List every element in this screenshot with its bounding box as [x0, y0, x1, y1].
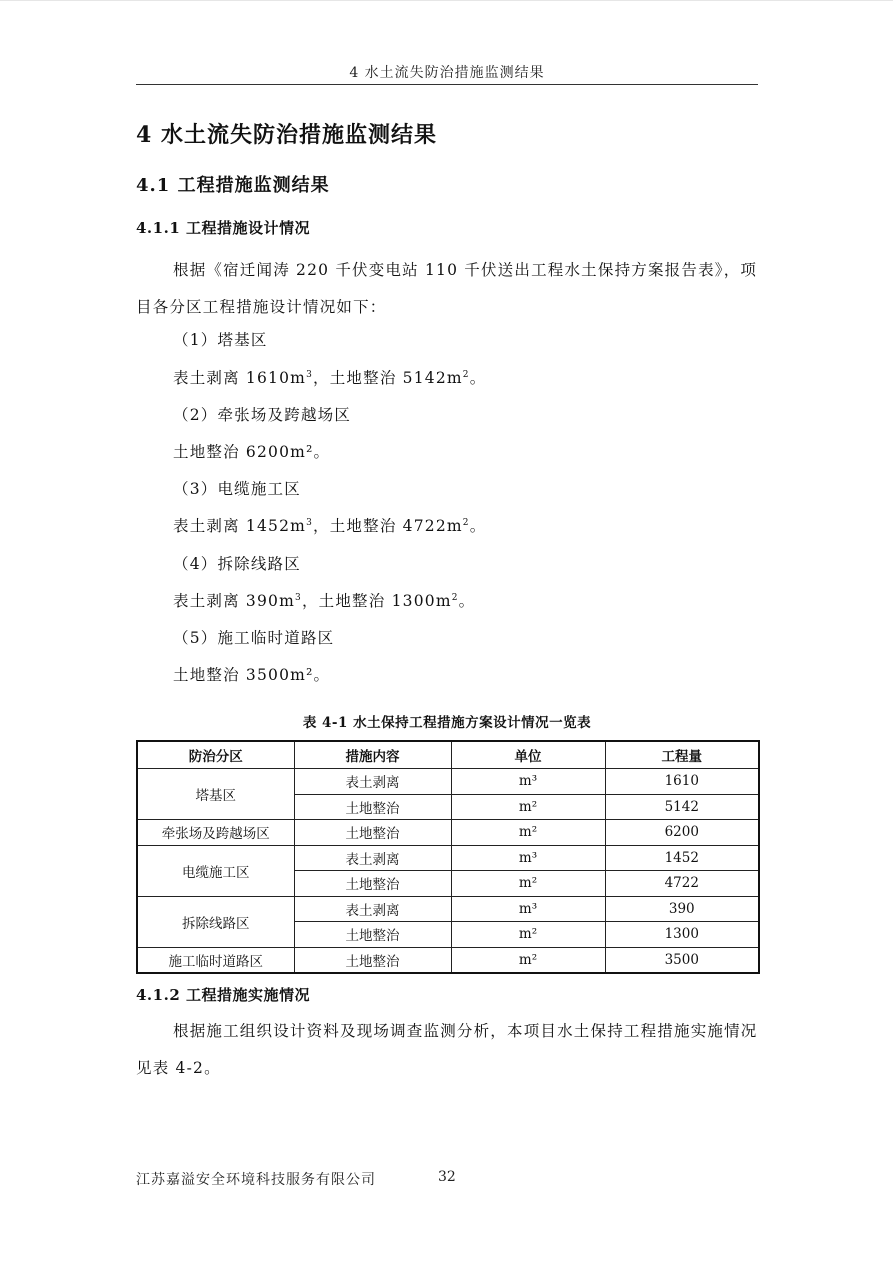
zone-heading: （2）牵张场及跨越场区	[173, 406, 352, 424]
table-row	[137, 820, 759, 846]
zone-detail: 表土剥离 $390m^3$，土地整治 $1300m^2$。	[173, 592, 476, 610]
zone-detail: 表土剥离 $1610m^3$，土地整治 $5142m^2$。	[173, 369, 487, 387]
measure-cell: 土地整治	[294, 922, 451, 948]
unit-cell: m²	[451, 922, 605, 948]
table-header-row	[137, 741, 759, 769]
chapter-title: 4 水土流失防治措施监测结果	[136, 122, 437, 148]
quantity-cell: 1610	[605, 769, 759, 795]
unit-cell: m³	[451, 769, 605, 795]
zone-heading: （1）塔基区	[173, 331, 268, 349]
table-row	[137, 896, 759, 922]
subsection-title-implementation: 4.1.2 工程措施实施情况	[136, 986, 310, 1004]
zone-detail: 表土剥离 $1452m^3$，土地整治 $4722m^2$。	[173, 517, 487, 535]
unit-cell: m²	[451, 820, 605, 846]
zone-detail: 土地整治 6200m²。	[173, 443, 331, 461]
measure-cell: 表土剥离	[294, 845, 451, 871]
column-header: 措施内容	[294, 741, 451, 769]
quantity-cell: 6200	[605, 820, 759, 846]
quantity-cell: 1452	[605, 845, 759, 871]
measure-cell: 土地整治	[294, 794, 451, 820]
page-edge	[0, 0, 893, 1]
column-header: 单位	[451, 741, 605, 769]
zone-cell: 电缆施工区	[137, 845, 294, 896]
zone-heading: （4）拆除线路区	[173, 555, 301, 573]
measure-cell: 土地整治	[294, 820, 451, 846]
quantity-cell: 390	[605, 896, 759, 922]
page-number: 32	[438, 1169, 456, 1185]
unit-cell: m²	[451, 947, 605, 973]
section-title: 4.1 工程措施监测结果	[136, 175, 330, 196]
unit-cell: m³	[451, 845, 605, 871]
measure-cell: 表土剥离	[294, 896, 451, 922]
table-caption: 表 4-1 水土保持工程措施方案设计情况一览表	[302, 715, 592, 731]
table-row	[137, 845, 759, 871]
unit-cell: m²	[451, 794, 605, 820]
measure-cell: 土地整治	[294, 947, 451, 973]
quantity-cell: 1300	[605, 922, 759, 948]
column-header: 防治分区	[137, 741, 294, 769]
header-rule	[136, 84, 758, 85]
zone-cell: 施工临时道路区	[137, 947, 294, 973]
zone-heading: （3）电缆施工区	[173, 480, 301, 498]
unit-cell: m³	[451, 896, 605, 922]
quantity-cell: 4722	[605, 871, 759, 897]
column-header: 工程量	[605, 741, 759, 769]
footer-company: 江苏嘉溢安全环境科技服务有限公司	[136, 1172, 376, 1188]
intro-paragraph: 根据《宿迁闻涛 220 千伏变电站 110 千伏送出工程水土保持方案报告表》，项目各分区工程措施设计情况如下：	[136, 261, 758, 316]
table-row	[137, 947, 759, 973]
implementation-paragraph: 根据施工组织设计资料及现场调查监测分析，本项目水土保持工程措施实施情况见表 4-2。	[136, 1022, 758, 1077]
unit-cell: m²	[451, 871, 605, 897]
zone-detail: 土地整治 3500m²。	[173, 666, 331, 684]
quantity-cell: 5142	[605, 794, 759, 820]
measure-cell: 表土剥离	[294, 769, 451, 795]
zone-cell: 牵张场及跨越场区	[137, 820, 294, 846]
quantity-cell: 3500	[605, 947, 759, 973]
running-header: 4 水土流失防治措施监测结果	[349, 65, 545, 81]
table-row	[137, 769, 759, 795]
measure-cell: 土地整治	[294, 871, 451, 897]
subsection-title-design: 4.1.1 工程措施设计情况	[136, 219, 310, 237]
zone-cell: 拆除线路区	[137, 896, 294, 947]
zone-cell: 塔基区	[137, 769, 294, 820]
measures-table	[136, 740, 760, 974]
zone-heading: （5）施工临时道路区	[173, 629, 335, 647]
